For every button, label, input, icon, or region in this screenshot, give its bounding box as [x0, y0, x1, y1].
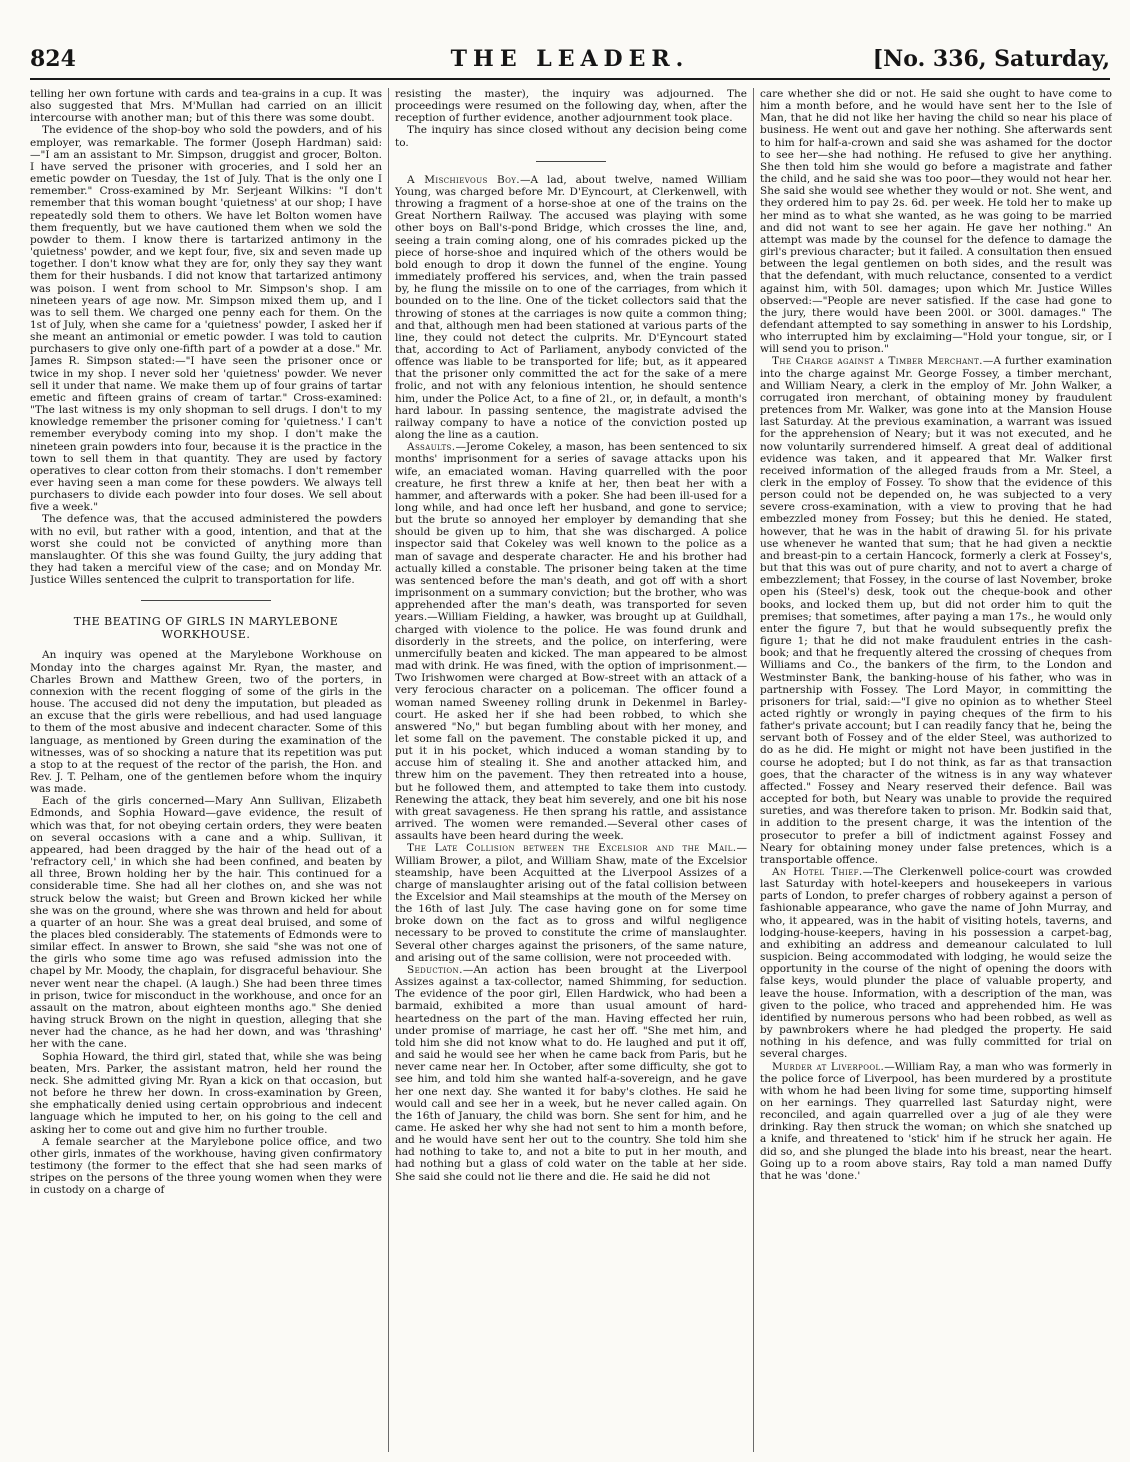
article-body: —William Brower, a pilot, and William Shaw, mate of the Excelsior steamship, have been Acquitted at the Liverpool Assizes of a charge of manslaughter arising out of the fatal collision between the Excelsior and Mail steamships at the mouth of the Mersey on the 16th of last July. The case having gone on for some time broke down on the fact as to gross and wilful negligence necessary to be proved to constitute the crime of manslaughter. Several other charges against the prisoners, of the same nature, and arising out of the same collision, were not proceeded with.	[395, 842, 747, 964]
paragraph: telling her own fortune with cards and tea-grains in a cup. It was also suggested that Mrs. M'Mullan had carried on an illicit intercourse with another man; but of this there was some doubt.	[30, 88, 382, 125]
article-body: —A lad, about twelve, named William Young, was charged before Mr. D'Eyncourt, at Clerkenwell, with throwing a fragment of a horse-shoe at one of the trains on the Great Northern Railway. The accused was playing with some other boys on Ball's-pond Bridge, which crosses the line, and, seeing a train coming along, one of his comrades picked up the piece of horse-shoe and inquired which of the others would be bold enough to drop it down the funnel of the engine. Young immediately proffered his services, and, when the train passed by, he flung the missile on to one of the carriages, from which it bounded on to the line. One of the ticket collectors said that the throwing of stones at the carriages is now quite a common thing; and that, although men had been stationed at various parts of the line, they could not detect the culprits. Mr. D'Eyncourt stated that, according to Act of Parliament, anybody convicted of the offence was liable to be transported for life; but, as it appeared that the prisoner only committed the act for the sake of a mere frolic, and not with any felonious intention, he should sentence him, under the Police Act, to a fine of 2l., or, in default, a month's hard labour. In passing sentence, the magistrate advised the railway company to have a notice of the conviction posted up along the line as a caution.	[395, 173, 747, 442]
article-assaults	[395, 441, 747, 842]
article-body: —William Ray, a man who was formerly in the police force of Liverpool, has been murdered by a prostitute with whom he had been living for some time, supporting himself on her earnings. They quarrelled last Saturday night, were reconciled, and again quarrelled over a jug of ale they were drinking. Ray then struck the woman; on which she snatched up a knife, and threatened to 'stick' him if he struck her again. He did so, and she plunged the blade into his breast, near the heart. Going up to a room above stairs, Ray told a man named Duffy that he was 'done.'	[760, 1060, 1112, 1182]
paragraph: The defence was, that the accused administered the powders with no evil, but rather with a good, intention, and that at the worst she could not be convicted of anything more than manslaughter. Of this she was found Guilty, the jury adding that they had taken a merciful view of the case; and on Monday Mr. Justice Willes sentenced the culprit to transportation for life.	[30, 513, 382, 587]
article-collision	[395, 842, 747, 964]
section-divider	[141, 600, 271, 601]
paragraph: An inquiry was opened at the Marylebone Workhouse on Monday into the charges against Mr. Ryan, the master, and Charles Brown and Matthew Green, two of the porters, in connexion with the recent flogging of some of the girls in the house. The accused did not deny the imputation, but pleaded as an excuse that the girls were rebellious, and had used language to them of the most abusive and indecent character. Some of this language, as mentioned by Green during the examination of the witnesses, was of so shocking a nature that its repetition was put a stop to at the request of the rector of the parish, the Hon. and Rev. J. T. Pelham, one of the gentlemen before whom the inquiry was made.	[30, 649, 382, 796]
column-2	[395, 88, 747, 1452]
column-3	[760, 88, 1112, 1452]
article-seduction	[395, 964, 747, 1183]
article-murder-liverpool	[760, 1061, 1112, 1183]
paragraph: A female searcher at the Marylebone police office, and two other girls, inmates of the workhouse, having given confirmatory testimony (the former to the effect that she had seen marks of stripes on the persons of the three young women when they were in custody on a charge of	[30, 1135, 382, 1197]
paragraph: Each of the girls concerned—Mary Ann Sullivan, Elizabeth Edmonds, and Sophia Howard—gave evidence, the result of which was that, for not obeying certain orders, they were beaten on several occasions with a cane and a whip. Sullivan, it appeared, had been dragged by the hair of the head out of a 'refractory cell,' in which she had been confined, and beaten by all three, Brown holding her by the hair. This continued for a considerable time. She had all her clothes on, and she was not struck below the waist; but Green and Brown kicked her while she was on the ground, where she was thrown and held for about a quarter of an hour. She was a great deal bruised, and some of the places bled considerably. The statements of Edmonds were to similar effect. In answer to Brown, she said "she was not one of the girls who some time ago was refused admission into the chapel by Mr. Moody, the chaplain, for disgraceful behaviour. She never went near the chapel. (A laugh.) She had been three times in prison, twice for misconduct in the workhouse, and once for an assault on the matron, about eighteen months ago." She denied having struck Brown on the night in question, alleging that she never had the chance, as he had her down, and was 'thrashing' her with the cane.	[30, 795, 382, 1051]
paragraph: Sophia Howard, the third girl, stated that, while she was being beaten, Mrs. Parker, the assistant matron, held her round the neck. She admitted giving Mr. Ryan a kick on that occasion, but not before he threw her down. In cross-examination by Green, she emphatically denied using certain opprobrious and indecent language which he imputed to her, on his going to the cell and asking her to come out and give him no further trouble.	[30, 1050, 382, 1136]
article-body: —The Clerkenwell police-court was crowded last Saturday with hotel-keepers and housekeepers in various parts of London, to prefer charges of robbery against a person of fashionable appearance, who gave the name of John Murray, and who, it appeared, was in the habit of visiting hotels, taverns, and lodging-house-keepers, having in his possession a carpet-bag, and exhibiting an address and demeanour calculated to lull suspicion. Being accommodated with lodging, he would seize the opportunity in the course of the night of opening the doors with false keys, would plunder the place of valuable property, and leave the house. Information, with a description of the man, was given to the police, who traced and apprehended him. He was identified by numerous persons who had been robbed, as well as by pawnbrokers where he had pledged the property. He said nothing in his defence, and was fully committed for trial on several charges.	[760, 866, 1112, 1061]
article-hotel-thief	[760, 866, 1112, 1061]
section-heading: THE BEATING OF GIRLS IN MARYLEBONE WORKHOUSE.	[73, 615, 339, 642]
article-body: —An action has been brought at the Liverpool Assizes against a tax-collector, named Shimming, for seduction. The evidence of the poor girl, Ellen Hardwick, who had been a barmaid, exhibited a more than usual amount of hard-heartedness on the part of the man. Having effected her ruin, under promise of marriage, he cast her off. "She met him, and told him she did not know what to do. He laughed and put it off, and said he would see her when he came back from Paris, but he never came near her. In October, after some difficulty, she got to see him, and told him she wanted half-a-sovereign, and he gave her one next day. She wanted it for baby's clothes. He said he would call and see her in a week, but he never called again. On the 16th of January, the child was born. She sent for him, and he came. He asked her why she had not sent to him a month before, and he would have sent her out to the country. She told him she had nothing to take to, and not a bite to put in her mouth, and had nothing but a glass of cold water on the table at her side. She said she could not lie there and die. He said he did not	[395, 963, 747, 1183]
article-timber-merchant	[760, 355, 1112, 866]
column-rule	[388, 88, 389, 1452]
paragraph: resisting the master), the inquiry was adjourned. The proceedings were resumed on the following day, when, after the reception of further evidence, another adjournment took place.	[395, 88, 747, 125]
article-body: —A further examination into the charge against Mr. George Fossey, a timber merchant, and William Neary, a clerk in the employ of Mr. John Walker, a corrugated iron merchant, of obtaining money by fraudulent pretences from Mr. Walker, was gone into at the Mansion House last Saturday. At the previous examination, a warrant was issued for the apprehension of Neary; but it was not executed, and he now voluntarily surrendered himself. A great deal of additional evidence was taken, and it appeared that Mr. Walker first received information of the alleged frauds from a Mr. Steel, a clerk in the employ of Fossey. To show that the evidence of this person could not be depended on, he was subjected to a very severe cross-examination, with a view to proving that he had embezzled money from Fossey; but this he denied. He stated, however, that he was in the habit of drawing 5l. for his private use whenever he wanted that sum; that he had given a necktie and breast-pin to a certain Hancock, formerly a clerk at Fossey's, but that this was out of pure charity, and not to avert a charge of embezzlement; that Fossey, in the course of last November, broke open his (Steel's) desk, took out the cheque-book and other books, and locked them up, but did not order him to quit the premises; that sometimes, after paying a man 17s., he would only enter the figure 7, but that he would subsequently prefix the figure 1; that he did not make fraudulent entries in the cash-book; and that he frequently altered the crossing of cheques from Williams and Co., the bankers of the firm, to the London and Westminster Bank, the banking-house of his father, who was in partnership with Fossey. The Lord Mayor, in committing the prisoners for trial, said:—"I give no opinion as to whether Steel acted rightly or wrongly in paying cheques of the firm to his father's private account; but I can readily fancy that he, being the servant both of Fossey and of the elder Steel, was authorized to do as he did. He might or might not have been justified in the course he adopted; but I do not think, as far as that transaction goes, that the character of the witness is in any way whatever affected." Fossey and Neary reserved their defence. Bail was accepted for both, but Neary was unable to provide the required sureties, and was therefore taken to prison. Mr. Bodkin said that, in addition to the present charge, it was the intention of the prosecutor to prefer a bill of indictment against Fossey and Neary for obtaining money under false pretences, which is a transportable offence.	[760, 355, 1112, 866]
newspaper-title: THE LEADER.	[450, 46, 690, 72]
column-1	[30, 88, 382, 1452]
column-rule	[753, 88, 754, 1452]
article-heading: Assaults.	[407, 441, 456, 454]
issue-number: [No. 336, Saturday,	[872, 46, 1110, 72]
paragraph: The inquiry has since closed without any decision being come to.	[395, 124, 747, 149]
article-divider	[536, 161, 606, 162]
article-mischievous-boy	[395, 174, 747, 441]
article-heading: An Hotel Thief.	[772, 866, 863, 878]
article-heading: A Mischievous Boy.	[407, 173, 521, 186]
article-body: —Jerome Cokeley, a mason, has been sentenced to six months' imprisonment for a series of savage attacks upon his wife, an emaciated woman. Having quarrelled with the poor creature, he first threw a knife at her, then beat her with a hammer, and afterwards with a poker. She had been ill-used for a long while, and had once left her husband, and gone to service; but the brute so annoyed her employer by demanding that she should be given up to him, that she was discharged. A police inspector said that Cokeley was well known to the police as a man of savage and desperate character. He and his brother had actually killed a constable. The prisoner being taken at the time was sentenced before the man's death, and got off with a short imprisonment on a summary conviction; but the brother, who was apprehended after the man's death, was transported for seven years.—William Fielding, a hawker, was brought up at Guildhall, charged with violence to the police. He was found drunk and disorderly in the streets, and the police, on interfering, were unmercifully beaten and kicked. The man appeared to be almost mad with drink. He was fined, with the option of imprisonment.—Two Irishwomen were charged at Bow-street with an attack of a very ferocious character on a policeman. The officer found a woman named Sweeney rolling drunk in Dekenmel in Barley-court. He asked her if she had been robbed, to which she answered "No," but began fumbling about with her money, and let some fall on the pavement. The constable picked it up, and put it in his pocket, which induced a woman standing by to accuse him of stealing it. She and another attacked him, and threw him on the pavement. They then retreated into a house, but he followed them, and attempted to take them into custody. Renewing the attack, they beat him severely, and one bit his nose with great savageness. He then sprang his rattle, and assistance arrived. The women were remanded.—Several other cases of assaults have been heard during the week.	[395, 441, 747, 843]
page-number: 824	[30, 46, 76, 72]
article-heading: Seduction.	[407, 963, 463, 976]
article-heading: The Late Collision between the Excelsior and the Mail.	[407, 842, 737, 855]
article-heading: The Charge against a Timber Merchant.	[772, 355, 983, 368]
paragraph: care whether she did or not. He said she ought to have come to him a month before, and he would have sent her to the Isle of Man, that he did not like her having the child so near his place of business. He went out and gave her nothing. She afterwards sent to him for half-a-crown and said she was ashamed for the doctor to see her—she had nothing. He refused to give her anything. She then told him she would go before a magistrate and father the child, and he said she was too poor—they would not hear her. She said she would see whether they would or not. She went, and they ordered him to pay 2s. 6d. per week. He told her to make up her mind as to what she wanted, as he was going to be married and did not want to see her again. He gave her nothing." An attempt was made by the counsel for the defence to damage the girl's previous character; but it failed. A consultation then ensued between the legal gentlemen on both sides, and the result was that the defendant, with much reluctance, consented to a verdict against him, with 50l. damages; upon which Mr. Justice Willes observed:—"People are never satisfied. If the case had gone to the jury, there would have been 200l. or 300l. damages." The defendant attempted to say something in answer to his Lordship, who interrupted him by exclaiming—"Hold your tongue, sir, or I will send you to prison."	[760, 88, 1112, 356]
masthead	[30, 46, 1110, 80]
paragraph: The evidence of the shop-boy who sold the powders, and of his employer, was remarkable. The former (Joseph Hardman) said:—"I am an assistant to Mr. Simpson, druggist and grocer, Bolton. I have served the prisoner with groceries, and I sold her an emetic powder on Tuesday, the 1st of July. That is the only one I remember." Cross-examined by Mr. Serjeant Wilkins: "I don't remember that this woman bought 'quietness' at our shop; I have repeatedly sold them to others. We have let Bolton women have them frequently, but we have cautioned them when we sold the powder to them. I know there is tartarized antimony in the 'quietness' powder, and we kept four, five, six and seven made up together. I don't know what they are for, only they say they want them for their husbands. I did not know that tartarized antimony was poison. I went from school to Mr. Simpson's shop. I am nineteen years of age now. Mr. Simpson mixed them up, and I was to sell them. We charged one penny each for them. On the 1st of July, when she came for a 'quietness' powder, I asked her if she meant an antimonial or emetic powder. I was told to caution purchasers to give only one-fifth part of a powder at a dose." Mr. James R. Simpson stated:—"I have seen the prisoner once or twice in my shop. I never sold her 'quietness' powder. We never sell it under that name. We make them up of four grains of tartar emetic and fifteen grains of cream of tartar." Cross-examined: "The last witness is my only shopman to sell drugs. I don't to my knowledge remember the prisoner coming for 'quietness.' I can't remember everybody coming into my shop. I don't make the nineteen grain powders into four, because it is the practice in the town to sell them in that quantity. They are used by factory operatives to clear cotton from their stomachs. I don't remember ever having seen a man come for these powders. We always tell purchasers to divide each powder into four doses. We sell about five a week."	[30, 124, 382, 514]
article-heading: Murder at Liverpool.	[772, 1060, 885, 1073]
